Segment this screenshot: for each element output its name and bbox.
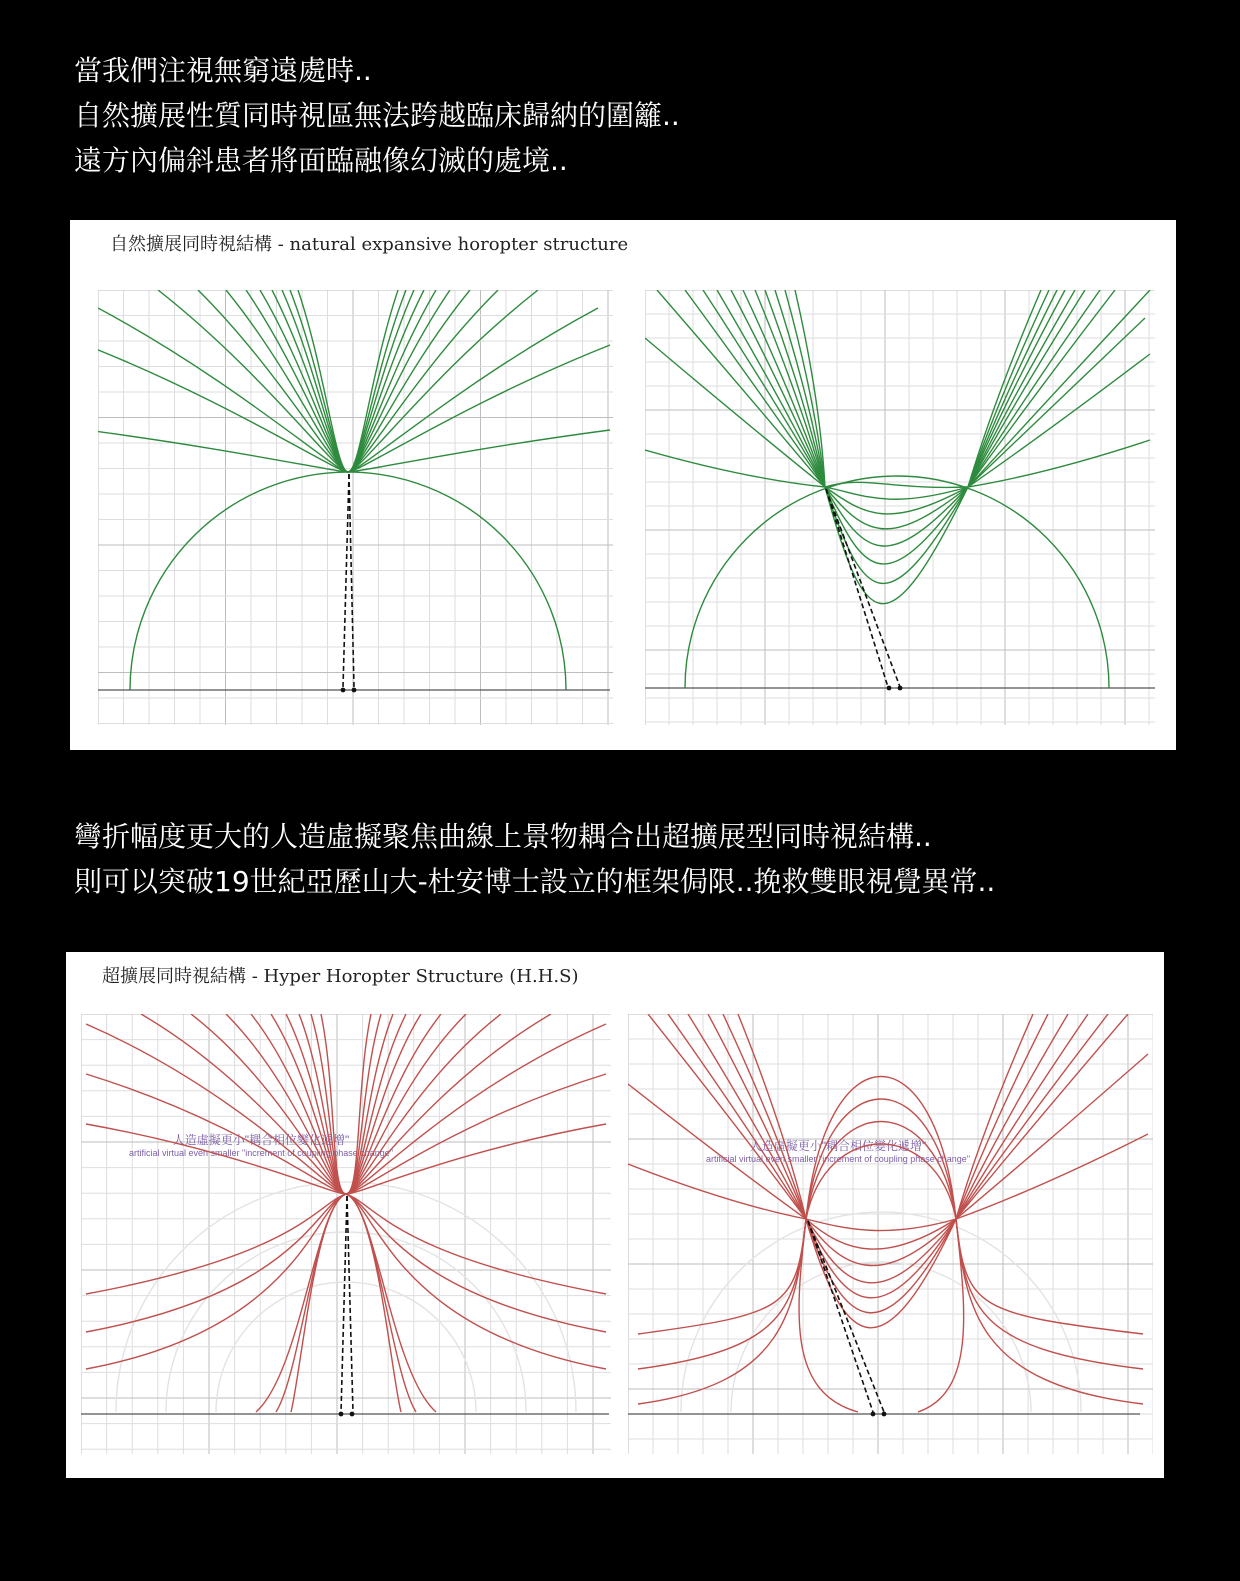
horopter-curve — [968, 290, 1085, 487]
horopter-curve — [708, 1014, 806, 1219]
horopter-curve — [685, 476, 1109, 688]
middle-line: 則可以突破19世紀亞歷山大-杜安博士設立的框架侷限..挽救雙眼視覺異常.. — [74, 865, 996, 898]
eye-point — [341, 688, 346, 693]
eye-point — [350, 1412, 355, 1417]
hyper-plot-asymmetric — [628, 1014, 1153, 1454]
annotation-en: artificial virtual even smaller "increment of coupling phase change" — [705, 1154, 971, 1164]
horopter-curve — [348, 290, 498, 472]
horopter-curve — [731, 290, 825, 487]
horopter-curve — [141, 1014, 346, 1194]
horopter-curve — [968, 440, 1150, 487]
horopter-curve — [956, 1014, 1088, 1219]
visual-axis-line — [347, 1196, 353, 1412]
horopter-curve — [956, 1219, 1143, 1334]
horopter-curve — [825, 487, 968, 546]
horopter-curve — [86, 1024, 346, 1194]
horopter-curve — [346, 1014, 551, 1194]
horopter-curve — [703, 290, 825, 487]
horopter-curve — [256, 1194, 346, 1412]
horopter-curve — [956, 1014, 1128, 1219]
visual-axis-line — [341, 1196, 347, 1412]
horopter-curve — [825, 482, 968, 487]
natural-horopter-panel — [70, 220, 1176, 750]
horopter-curve — [956, 1054, 1148, 1219]
panel-title: 自然擴展同時視結構 - natural expansive horopter structure — [110, 234, 629, 255]
intro-line: 當我們注視無窮遠處時.. — [74, 54, 372, 87]
horopter-curve — [968, 290, 1100, 487]
horopter-curve — [628, 1164, 806, 1219]
horopter-curve — [638, 1219, 806, 1369]
visual-axis-line — [343, 474, 349, 687]
eye-point — [339, 1412, 344, 1417]
horopter-curve — [198, 290, 348, 472]
middle-line: 彎折幅度更大的人造虛擬聚焦曲線上景物耦合出超擴展型同時視結構.. — [74, 820, 932, 853]
annotation-cn: 人造虛擬更小"耦合相位變化遞增" — [172, 1133, 350, 1147]
intro-line: 自然擴展性質同時視區無法跨越臨床歸納的圍籬.. — [74, 99, 680, 132]
horopter-curve — [968, 318, 1145, 487]
eye-point — [871, 1412, 876, 1417]
horopter-curve — [348, 430, 610, 472]
natural-plot-symmetric — [98, 290, 613, 725]
horopter-curve — [956, 1219, 1143, 1404]
horopter-curve — [956, 1219, 1143, 1369]
horopter-curve — [648, 1014, 806, 1219]
horopter-curve — [98, 345, 348, 472]
eye-point — [352, 688, 357, 693]
annotation-cn: 人造虛擬更小"耦合相位變化遞增" — [749, 1139, 927, 1153]
eye-point — [887, 686, 892, 691]
natural-plot-asymmetric — [645, 290, 1155, 725]
horopter-curve — [130, 472, 566, 690]
horopter-curve — [918, 1219, 964, 1412]
horopter-curve — [968, 290, 1150, 487]
eye-point — [882, 1412, 887, 1417]
intro-text — [74, 48, 680, 183]
horopter-curve — [688, 1014, 806, 1219]
horopter-curve — [681, 1212, 1081, 1412]
middle-text — [74, 814, 995, 904]
horopter-curve — [282, 290, 348, 472]
annotation-en: artificial virtual even smaller "increment of coupling phase change" — [128, 1148, 394, 1158]
horopter-curve — [638, 1219, 806, 1334]
eye-point — [898, 686, 903, 691]
horopter-curve — [346, 1194, 436, 1412]
hyper-horopter-panel — [66, 952, 1164, 1478]
hyper-plot-symmetric — [81, 1014, 611, 1454]
horopter-curve — [645, 338, 825, 487]
horopter-curve — [956, 1014, 1068, 1219]
panel-title: 超擴展同時視結構 - Hyper Horopter Structure (H.H.S) — [102, 966, 579, 987]
intro-line: 遠方內偏斜患者將面臨融像幻滅的處境.. — [74, 144, 568, 177]
horopter-curve — [799, 1219, 858, 1412]
horopter-curve — [348, 345, 610, 472]
